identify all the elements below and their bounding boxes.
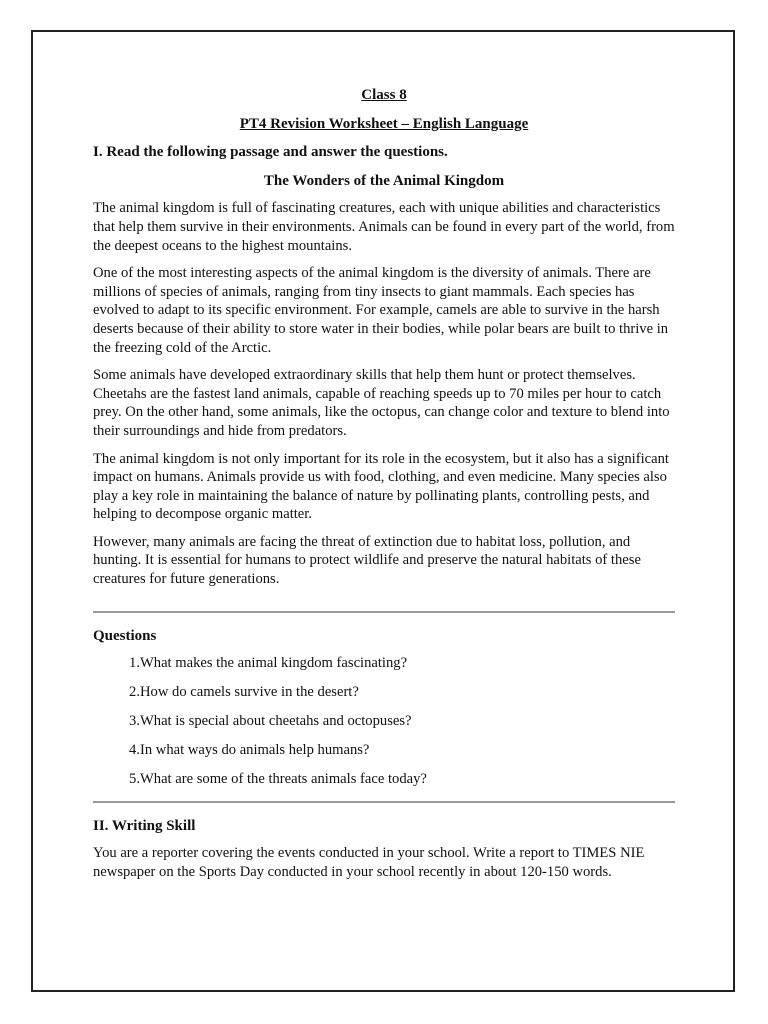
passage-paragraph-1: The animal kingdom is full of fascinating creatures, each with unique abilities and characteristics that help them survive in their environments. Animals can be found in every part of the world, from the deepest oceans to the highest mountains. bbox=[93, 200, 675, 254]
list-item bbox=[93, 654, 675, 673]
question-number: 1. bbox=[129, 655, 140, 672]
question-number: 2. bbox=[129, 684, 140, 701]
question-number: 3. bbox=[129, 713, 140, 730]
question-text: What is special about cheetahs and octopuses? bbox=[140, 713, 412, 730]
question-text: What makes the animal kingdom fascinating? bbox=[140, 655, 408, 672]
question-text: What are some of the threats animals face today? bbox=[140, 771, 427, 788]
question-number: 5. bbox=[129, 771, 140, 788]
writing-prompt: You are a reporter covering the events conducted in your school. Write a report to TIMES NIE newspaper on the Sports Day conducted in your school recently in about 120-150 words. bbox=[93, 845, 645, 880]
worksheet-content bbox=[93, 86, 675, 882]
section-2-heading: II. Writing Skill bbox=[93, 817, 196, 834]
passage-paragraph-5: However, many animals are facing the threat of extinction due to habitat loss, pollution, and hunting. It is essential for humans to protect wildlife and preserve the natural habitats of these creatures for future generations. bbox=[93, 533, 641, 588]
question-text: In what ways do animals help humans? bbox=[140, 742, 370, 759]
worksheet-title: PT4 Revision Worksheet – English Language bbox=[239, 115, 529, 132]
question-number: 4. bbox=[129, 742, 140, 759]
question-text: How do camels survive in the desert? bbox=[140, 684, 359, 701]
divider bbox=[93, 611, 675, 613]
list-item bbox=[93, 741, 675, 760]
passage-paragraph-3: Some animals have developed extraordinary skills that help them hunt or protect themselves. Cheetahs are the fastest land animals, capable of reaching speeds up to 70 miles per hour to catch prey. On the other hand, some animals, like the octopus, can change color and texture to blend into their surroundings and hide from predators. bbox=[93, 367, 670, 439]
passage-paragraph-4: The animal kingdom is not only important for its role in the ecosystem, but it also has a significant impact on humans. Animals provide us with food, clothing, and even medicine. Many species also play a key role in maintaining the balance of nature by pollinating plants, controlling pests, and helping to decompose organic matter. bbox=[93, 450, 669, 523]
divider bbox=[93, 801, 675, 803]
class-title: Class 8 bbox=[361, 87, 407, 103]
list-item bbox=[93, 683, 675, 702]
list-item bbox=[93, 770, 675, 789]
section-1-heading: I. Read the following passage and answer the questions. bbox=[93, 144, 448, 161]
questions-heading: Questions bbox=[93, 627, 157, 644]
passage-title: The Wonders of the Animal Kingdom bbox=[263, 172, 505, 189]
passage-paragraph-2: One of the most interesting aspects of the animal kingdom is the diversity of animals. There are millions of species of animals, ranging from tiny insects to giant mammals. Each species has evolved to adapt to its specific environment. For example, camels are able to survive in the harsh deserts because of their ability to store water in their bodies, while polar bears are built to thrive in the freezing cold of the Arctic. bbox=[93, 265, 669, 356]
list-item bbox=[93, 712, 675, 731]
questions-list bbox=[93, 654, 675, 789]
